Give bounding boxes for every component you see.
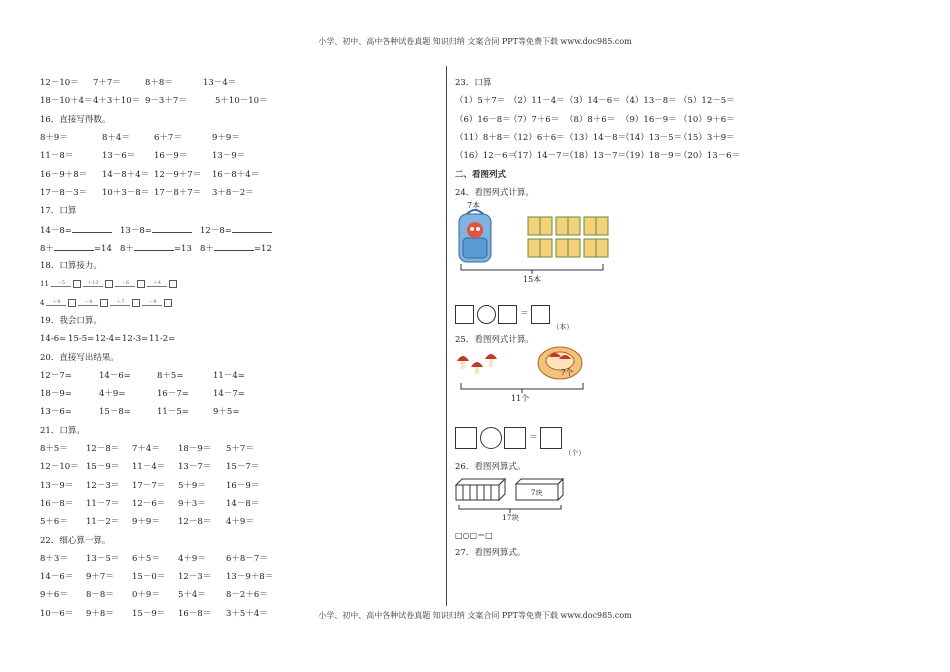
- problem: 5＋9＝: [178, 480, 206, 491]
- problem-text: 8＋: [120, 244, 134, 255]
- chain-operation: －8: [84, 298, 93, 305]
- answer-blank[interactable]: [72, 224, 112, 233]
- problem-row: [40, 367, 435, 385]
- problem-row: [455, 111, 915, 129]
- problem: 8＋9＝: [40, 133, 68, 144]
- problem: 12－3＝: [178, 572, 212, 583]
- total-label: 15本: [523, 275, 542, 285]
- problem: （3）14－6＝: [565, 96, 621, 107]
- left-column: [40, 74, 435, 623]
- answer-box[interactable]: [100, 299, 108, 307]
- problem: （6）16－8＝: [455, 114, 511, 125]
- q23-title: 23．口算: [455, 78, 492, 89]
- problem: 11－4＝: [132, 462, 166, 473]
- problem: 8＋5=: [157, 370, 184, 381]
- answer-box[interactable]: [504, 427, 526, 449]
- arrow-icon: [140, 300, 164, 306]
- answer-blank[interactable]: [54, 242, 94, 251]
- problem-row: [455, 147, 915, 165]
- answer-box[interactable]: [164, 299, 172, 307]
- chain-operation: －9: [148, 298, 157, 305]
- answer-blank[interactable]: [152, 224, 192, 233]
- answer-blank[interactable]: [134, 242, 174, 251]
- q25-equation: ＝ （个）: [455, 419, 915, 457]
- problem-row: [40, 440, 435, 458]
- problem: （12）6＋6＝: [509, 133, 565, 144]
- chain-start: 4: [40, 298, 45, 307]
- arrow-icon: [113, 281, 137, 287]
- problem: [40, 224, 120, 235]
- problem: （11）8＋8＝: [455, 133, 511, 144]
- problem: 9－3＋7＝: [145, 96, 187, 107]
- problem: 16－9＝: [154, 151, 188, 162]
- problem: 16－8＝: [178, 608, 212, 619]
- answer-box[interactable]: [105, 280, 113, 288]
- right-column: [455, 74, 915, 562]
- problem: 16－9＋8＝: [40, 169, 88, 180]
- problem: 17－7＝: [132, 480, 166, 491]
- problem: 13－7＝: [178, 462, 212, 473]
- cube-blocks-icon: [455, 478, 507, 502]
- problem: 7＋7＝: [93, 78, 121, 89]
- problem-row: [40, 458, 435, 476]
- problem: 14-6=: [40, 334, 67, 345]
- problem-row: [40, 403, 435, 421]
- answer-blank[interactable]: [232, 224, 272, 233]
- problem-row: [40, 184, 435, 202]
- problem: （10）9＋6＝: [679, 114, 735, 125]
- problem-row: [40, 330, 435, 348]
- problem: 13－9＋8＝: [226, 572, 274, 583]
- problem: 8＋5＝: [40, 444, 68, 455]
- problem: 16－9＝: [226, 480, 260, 491]
- problem: 14－8＋4＝: [102, 169, 150, 180]
- arrow-icon: [81, 281, 105, 287]
- problem: 12－9＋7＝: [154, 169, 202, 180]
- problem: 7＋4＝: [132, 444, 160, 455]
- answer-box[interactable]: [455, 305, 474, 324]
- problem-row: [40, 513, 435, 531]
- problem-row: [455, 92, 915, 110]
- problem: （16）12－6＝: [455, 151, 517, 162]
- problem-row: [40, 239, 435, 257]
- answer-box[interactable]: [137, 280, 145, 288]
- problem-row: [40, 147, 435, 165]
- problem-row: [40, 220, 435, 238]
- problem: 14－8＝: [226, 498, 260, 509]
- problem: （7）7＋6＝: [509, 114, 560, 125]
- problem: 9＋9＝: [212, 133, 240, 144]
- answer-box[interactable]: [73, 280, 81, 288]
- problem: 10－6＝: [40, 608, 74, 619]
- arrow-icon: [76, 300, 100, 306]
- problem: 9＋7＝: [86, 572, 114, 583]
- problem: 15－9＝: [132, 608, 166, 619]
- q17-title: 17．口算: [40, 206, 77, 217]
- problem-row: [40, 568, 435, 586]
- problem-text: =14: [93, 244, 112, 255]
- problem: 12-3=: [122, 334, 149, 345]
- problem: 6＋5＝: [132, 553, 160, 564]
- answer-box[interactable]: [132, 299, 140, 307]
- problem: 12－10＝: [40, 78, 79, 89]
- problem-row: [455, 129, 915, 147]
- answer-blank[interactable]: [214, 242, 254, 251]
- problem: 8＋3＝: [40, 553, 68, 564]
- q25-figure: [455, 349, 915, 419]
- bag-count-label: 7本: [467, 201, 481, 211]
- column-divider: [446, 66, 447, 606]
- problem: 11－8＝: [40, 151, 74, 162]
- problem: 5＋10－10＝: [215, 96, 268, 107]
- problem: 3＋8－2＝: [212, 187, 254, 198]
- problem: 6＋7＝: [154, 133, 182, 144]
- chain-operation: ＋13: [87, 280, 99, 287]
- chain-operation: ＋7: [116, 298, 125, 305]
- q26-figure: [455, 476, 915, 528]
- problem: （2）11－4＝: [509, 96, 565, 107]
- q24-equation: ＝ （本）: [455, 297, 915, 331]
- problem: 9＋5=: [213, 407, 240, 418]
- problem: 0＋9＝: [132, 590, 160, 601]
- problem: （20）13－6＝: [679, 151, 741, 162]
- problem: （1）5＋7＝: [455, 96, 506, 107]
- problem: 12-4=: [95, 334, 122, 345]
- problem: 11－7＝: [86, 498, 120, 509]
- page-footer: 小学、初中、高中各种试卷真题 知识归纳 文案合同 PPT等免费下载 www.doc985.com: [318, 611, 632, 620]
- problem-row: [40, 385, 435, 403]
- relay-chain: [40, 275, 435, 293]
- problem: （18）13－7＝: [565, 151, 627, 162]
- q25-title: 25．看图列式计算。: [455, 335, 534, 346]
- chain-operation: ＋8: [52, 298, 61, 305]
- problem: 5＋6＝: [40, 517, 68, 528]
- q24-title: 24．看图列式计算。: [455, 187, 534, 198]
- problem: 14－7=: [213, 389, 245, 400]
- problem: （4）13－8＝: [621, 96, 677, 107]
- problem: 8－8＝: [86, 590, 114, 601]
- answer-box[interactable]: [455, 427, 477, 449]
- problem: 8＋4＝: [102, 133, 130, 144]
- problem: [120, 224, 200, 235]
- arrow-icon: [49, 281, 73, 287]
- q24-figure: [455, 202, 915, 297]
- basket-count-label: ?个: [561, 368, 574, 378]
- operator-circle[interactable]: [480, 427, 502, 449]
- problem-text: 12－8=: [200, 226, 232, 237]
- answer-box[interactable]: [540, 427, 562, 449]
- problem: 3＋5＋4＝: [226, 608, 268, 619]
- problem: （14）13－5＝: [621, 133, 683, 144]
- problem: 12－8＝: [86, 444, 120, 455]
- arrow-icon: [44, 300, 68, 306]
- problem-text: 8＋: [200, 244, 214, 255]
- problem: 14－6＝: [40, 572, 74, 583]
- box-count-label: 7块: [531, 488, 543, 497]
- page-header: 小学、初中、高中各种试卷真题 知识归纳 文案合同 PPT等免费下载 www.doc985.com: [318, 37, 632, 46]
- problem: 11－4=: [213, 370, 245, 381]
- q26-equation: □○□＝□: [455, 530, 493, 540]
- total-label: 17块: [502, 512, 520, 522]
- problem: 15－9＝: [86, 462, 120, 473]
- problem: 10＋3－8＝: [102, 187, 150, 198]
- problem: 18－10＋4＝: [40, 96, 93, 107]
- answer-box[interactable]: [169, 280, 177, 288]
- problem: （13）14－8＝: [565, 133, 627, 144]
- q21-title: 21．口算。: [40, 425, 85, 436]
- problem: 15－0＝: [132, 572, 166, 583]
- problem-text: =13: [173, 244, 192, 255]
- backpack-icon: [455, 208, 495, 266]
- problem: 13－4＝: [203, 78, 237, 89]
- answer-box[interactable]: [531, 305, 550, 324]
- problem: 9＋3＝: [178, 498, 206, 509]
- problem: [200, 224, 280, 235]
- problem: 11-2=: [149, 334, 176, 345]
- problem: 4＋9=: [99, 389, 126, 400]
- problem: （5）12－5＝: [679, 96, 735, 107]
- problem: 17－8＋7＝: [154, 187, 202, 198]
- problem-row: [40, 92, 435, 110]
- problem-row: [40, 550, 435, 568]
- chain-operation: －6: [120, 280, 130, 287]
- problem-text: 8＋: [40, 244, 54, 255]
- problem: 15－8=: [99, 407, 131, 418]
- problem: 5＋7＝: [226, 444, 254, 455]
- problem: 13－9＝: [212, 151, 246, 162]
- arrow-icon: [145, 281, 169, 287]
- total-brace: [459, 262, 609, 276]
- relay-chain: [40, 294, 435, 312]
- problem-row: [40, 165, 435, 183]
- problem: 17－8－3＝: [40, 187, 88, 198]
- total-label: 11个: [511, 394, 530, 404]
- problem: 11－2＝: [86, 517, 120, 528]
- problem: 15-5=: [68, 334, 95, 345]
- problem-text: 14－8=: [40, 226, 72, 237]
- chain-operation: －5: [56, 280, 66, 287]
- problem: 18－9＝: [178, 444, 212, 455]
- problem: （17）14－7＝: [509, 151, 571, 162]
- problem: 6＋8－7＝: [226, 553, 268, 564]
- problem: 4＋9＝: [226, 517, 254, 528]
- q19-title: 19．我会口算。: [40, 316, 102, 326]
- chain-operation: ＋4: [152, 280, 162, 287]
- problem: 16－8＋4＝: [212, 169, 260, 180]
- q26-title: 26．看图列算式。: [455, 461, 526, 472]
- problem: 12－6＝: [132, 498, 166, 509]
- problem: 8－2＋6＝: [226, 590, 268, 601]
- problem: 18－9=: [40, 389, 72, 400]
- problem: 9＋8＝: [86, 608, 114, 619]
- answer-box[interactable]: [498, 305, 517, 324]
- problem: 12－10＝: [40, 462, 79, 473]
- problem: 5＋4＝: [178, 590, 206, 601]
- basket-icon: [535, 343, 585, 385]
- q22-title: 22．细心算一算。: [40, 535, 111, 546]
- problem-text: 13－8=: [120, 226, 152, 237]
- problem: 9＋9＝: [132, 517, 160, 528]
- problem: 8＋8＝: [145, 78, 173, 89]
- problem: 12－3＝: [86, 480, 120, 491]
- problem: 12－7=: [40, 370, 72, 381]
- problem: （8）8＋6＝: [565, 114, 616, 125]
- problem: 13－5＝: [86, 553, 120, 564]
- problem-row: [40, 586, 435, 604]
- problem-row: [40, 477, 435, 495]
- q16-title: 16．直接写得数。: [40, 114, 111, 125]
- problem: 14－6=: [99, 370, 131, 381]
- chain-start: 11: [40, 280, 49, 289]
- unit-label: （本）: [552, 323, 574, 332]
- problem: 16－8＝: [40, 498, 74, 509]
- books-icon: [527, 216, 609, 258]
- problem: （9）16－9＝: [621, 114, 677, 125]
- section-title: 二、看图列式: [455, 169, 507, 180]
- problem: [200, 242, 280, 253]
- problem: 9＋6＝: [40, 590, 68, 601]
- q27-title: 27．看图列算式。: [455, 547, 526, 558]
- problem: 13－6=: [40, 407, 72, 418]
- mushroom-icon: [455, 351, 505, 377]
- problem: 4＋3＋10＝: [93, 96, 141, 107]
- problem: [40, 242, 120, 253]
- problem-text: =12: [253, 244, 272, 255]
- problem: 13－6＝: [102, 151, 136, 162]
- problem: 11－5=: [157, 407, 189, 418]
- problem: 16－7=: [157, 389, 189, 400]
- answer-box[interactable]: [68, 299, 76, 307]
- problem-row: [40, 74, 435, 92]
- unit-label: （个）: [564, 449, 586, 458]
- problem-row: [40, 129, 435, 147]
- problem: （15）3＋9＝: [679, 133, 735, 144]
- arrow-icon: [108, 300, 132, 306]
- problem: 15－7＝: [226, 462, 260, 473]
- problem: 12－8＝: [178, 517, 212, 528]
- problem: （19）18－9＝: [621, 151, 683, 162]
- problem-row: [40, 495, 435, 513]
- problem: [120, 242, 200, 253]
- q18-title: 18．口算接力。: [40, 261, 102, 272]
- operator-circle[interactable]: [477, 305, 496, 324]
- problem: 4＋9＝: [178, 553, 206, 564]
- problem: 13－9＝: [40, 480, 74, 491]
- q20-title: 20．直接写出结果。: [40, 352, 119, 363]
